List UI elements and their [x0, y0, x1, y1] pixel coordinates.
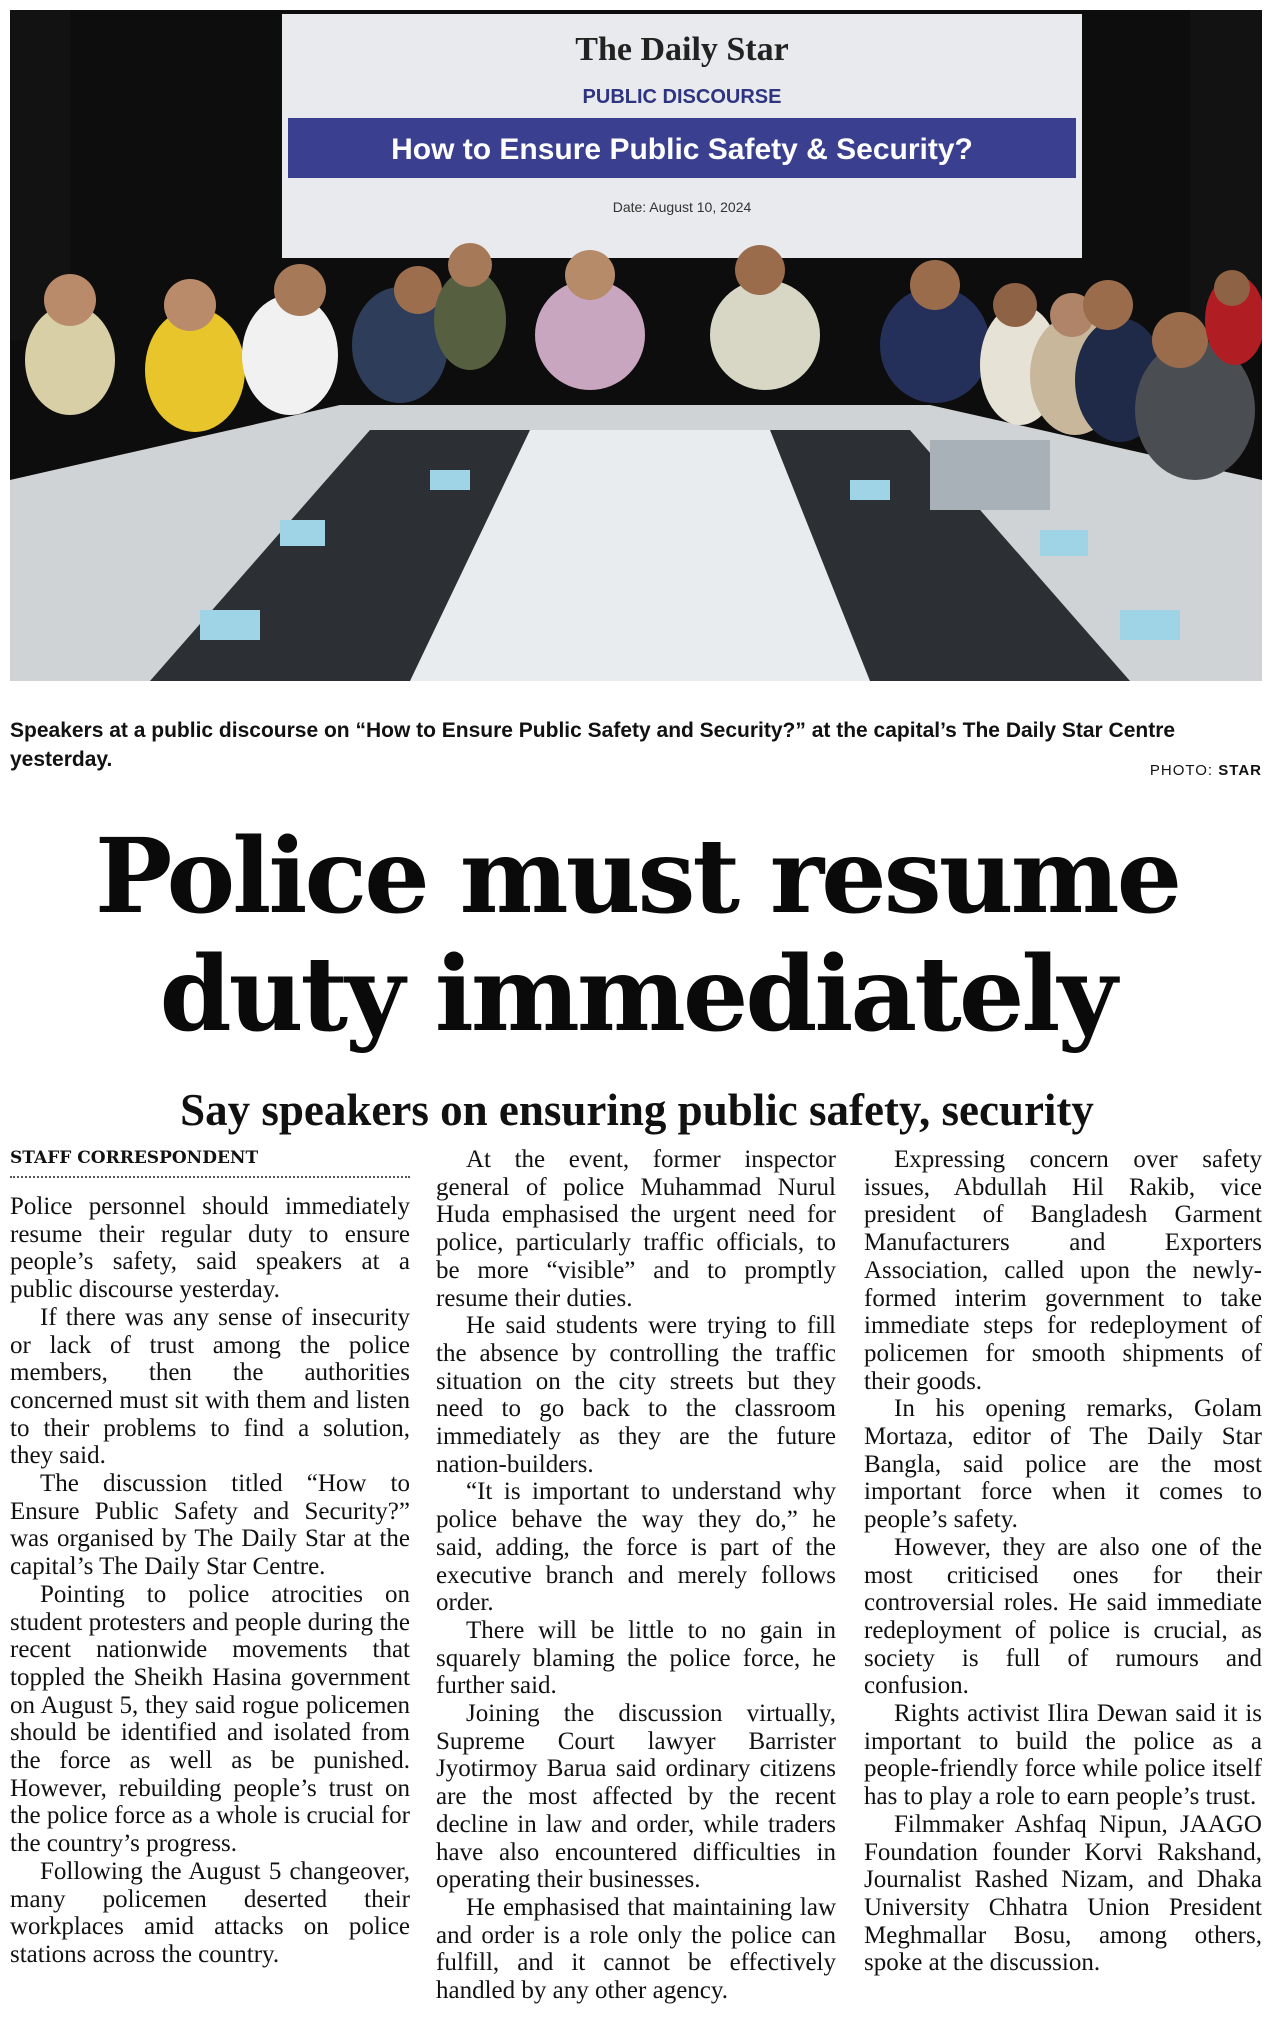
photo-credit — [1150, 762, 1262, 779]
byline: STAFF CORRESPONDENT — [10, 1146, 410, 1178]
paragraph: There will be little to no gain in squarely blaming the police force, he further said. — [436, 1616, 836, 1700]
subheadline: Say speakers on ensuring public safety, security — [180, 1085, 1094, 1135]
article-column-1 — [10, 1193, 410, 1969]
paragraph: He said students were trying to fill the absence by controlling the traffic situation on the city streets but they need to go back to the classroom immediately as they are the future nation-builders. — [436, 1312, 836, 1478]
event-photo-illustration — [10, 10, 1262, 681]
paragraph: Rights activist Ilira Dewan said it is important to build the police as a people-friendly force while police itself has to play a role to earn people’s trust. — [864, 1700, 1262, 1811]
paragraph: If there was any sense of insecurity or lack of trust among the police members, then the authorities concerned must sit with them and listen to their problems to find a solution, they said. — [10, 1303, 410, 1470]
paragraph: “It is important to understand why police behave the way they do,” he said, adding, the force is part of the executive branch and merely follows order. — [436, 1478, 836, 1617]
paragraph: Joining the discussion virtually, Supreme Court lawyer Barrister Jyotirmoy Barua said ordinary citizens are the most affected by the recent decline in law and order, while traders have also encountered difficulties in operating their businesses. — [436, 1700, 836, 1894]
banner-label: PUBLIC DISCOURSE — [582, 86, 782, 108]
paragraph: Expressing concern over safety issues, Abdullah Hil Rakib, vice president of Bangladesh Garment Manufacturers and Exporters Association, called upon the newly-formed interim government to take immediate steps for redeployment of policemen for smooth shipments of their goods. — [864, 1146, 1262, 1395]
paragraph: He emphasised that maintaining law and order is a role only the police can fulfill, and it cannot be effectively handled by any other agency. — [436, 1893, 836, 2005]
paragraph: Following the August 5 changeover, many policemen deserted their workplaces amid attacks on police stations across the country. — [10, 1857, 410, 1968]
paragraph: In his opening remarks, Golam Mortaza, editor of The Daily Star Bangla, said police are the most important force when it comes to people’s safety. — [864, 1395, 1262, 1534]
paragraph: Pointing to police atrocities on student protesters and people during the recent nationwide movements that toppled the Sheikh Hasina government on August 5, they said rogue policemen should be identified and isolated from the force as well as be punished. However, rebuilding people’s trust on the police force as a whole is crucial for the country’s progress. — [10, 1580, 410, 1858]
paragraph: However, they are also one of the most criticised ones for their controversial roles. He said immediate redeployment of police is crucial, as society is full of rumours and confusion. — [864, 1533, 1262, 1700]
headline: Police must resume duty immediately — [94, 816, 1180, 1055]
paragraph: Filmmaker Ashfaq Nipun, JAAGO Foundation founder Korvi Rakshand, Journalist Rashed Nizam, and Dhaka University Chhatra Union President Meghmallar Bosu, among others, spoke at the discussion. — [864, 1810, 1262, 1977]
photo-credit-source: STAR — [1218, 762, 1262, 779]
article-column-2 — [436, 1146, 836, 2005]
photo-credit-label: PHOTO: — [1149, 762, 1214, 779]
paragraph: At the event, former inspector general of police Muhammad Nurul Huda emphasised the urgent need for police, particularly traffic officials, to be more “visible” and to promptly resume their duties. — [436, 1146, 836, 1312]
event-photo — [10, 10, 1262, 681]
photo-caption: Speakers at a public discourse on “How to Ensure Public Safety and Security?” at the capital’s The Daily Star Centre yesterday. — [10, 719, 1176, 771]
banner-date: Date: August 10, 2024 — [612, 199, 752, 215]
paragraph: Police personnel should immediately resume their regular duty to ensure people’s safety, said speakers at a public discourse yesterday. — [10, 1193, 410, 1304]
article-column-3 — [864, 1146, 1262, 1977]
banner-title: How to Ensure Public Safety & Security? — [391, 133, 973, 166]
banner-logo: The Daily Star — [575, 31, 789, 68]
paragraph: The discussion titled “How to Ensure Public Safety and Security?” was organised by The Daily Star at the capital’s The Daily Star Centre. — [10, 1470, 410, 1581]
event-banner — [282, 14, 1082, 258]
